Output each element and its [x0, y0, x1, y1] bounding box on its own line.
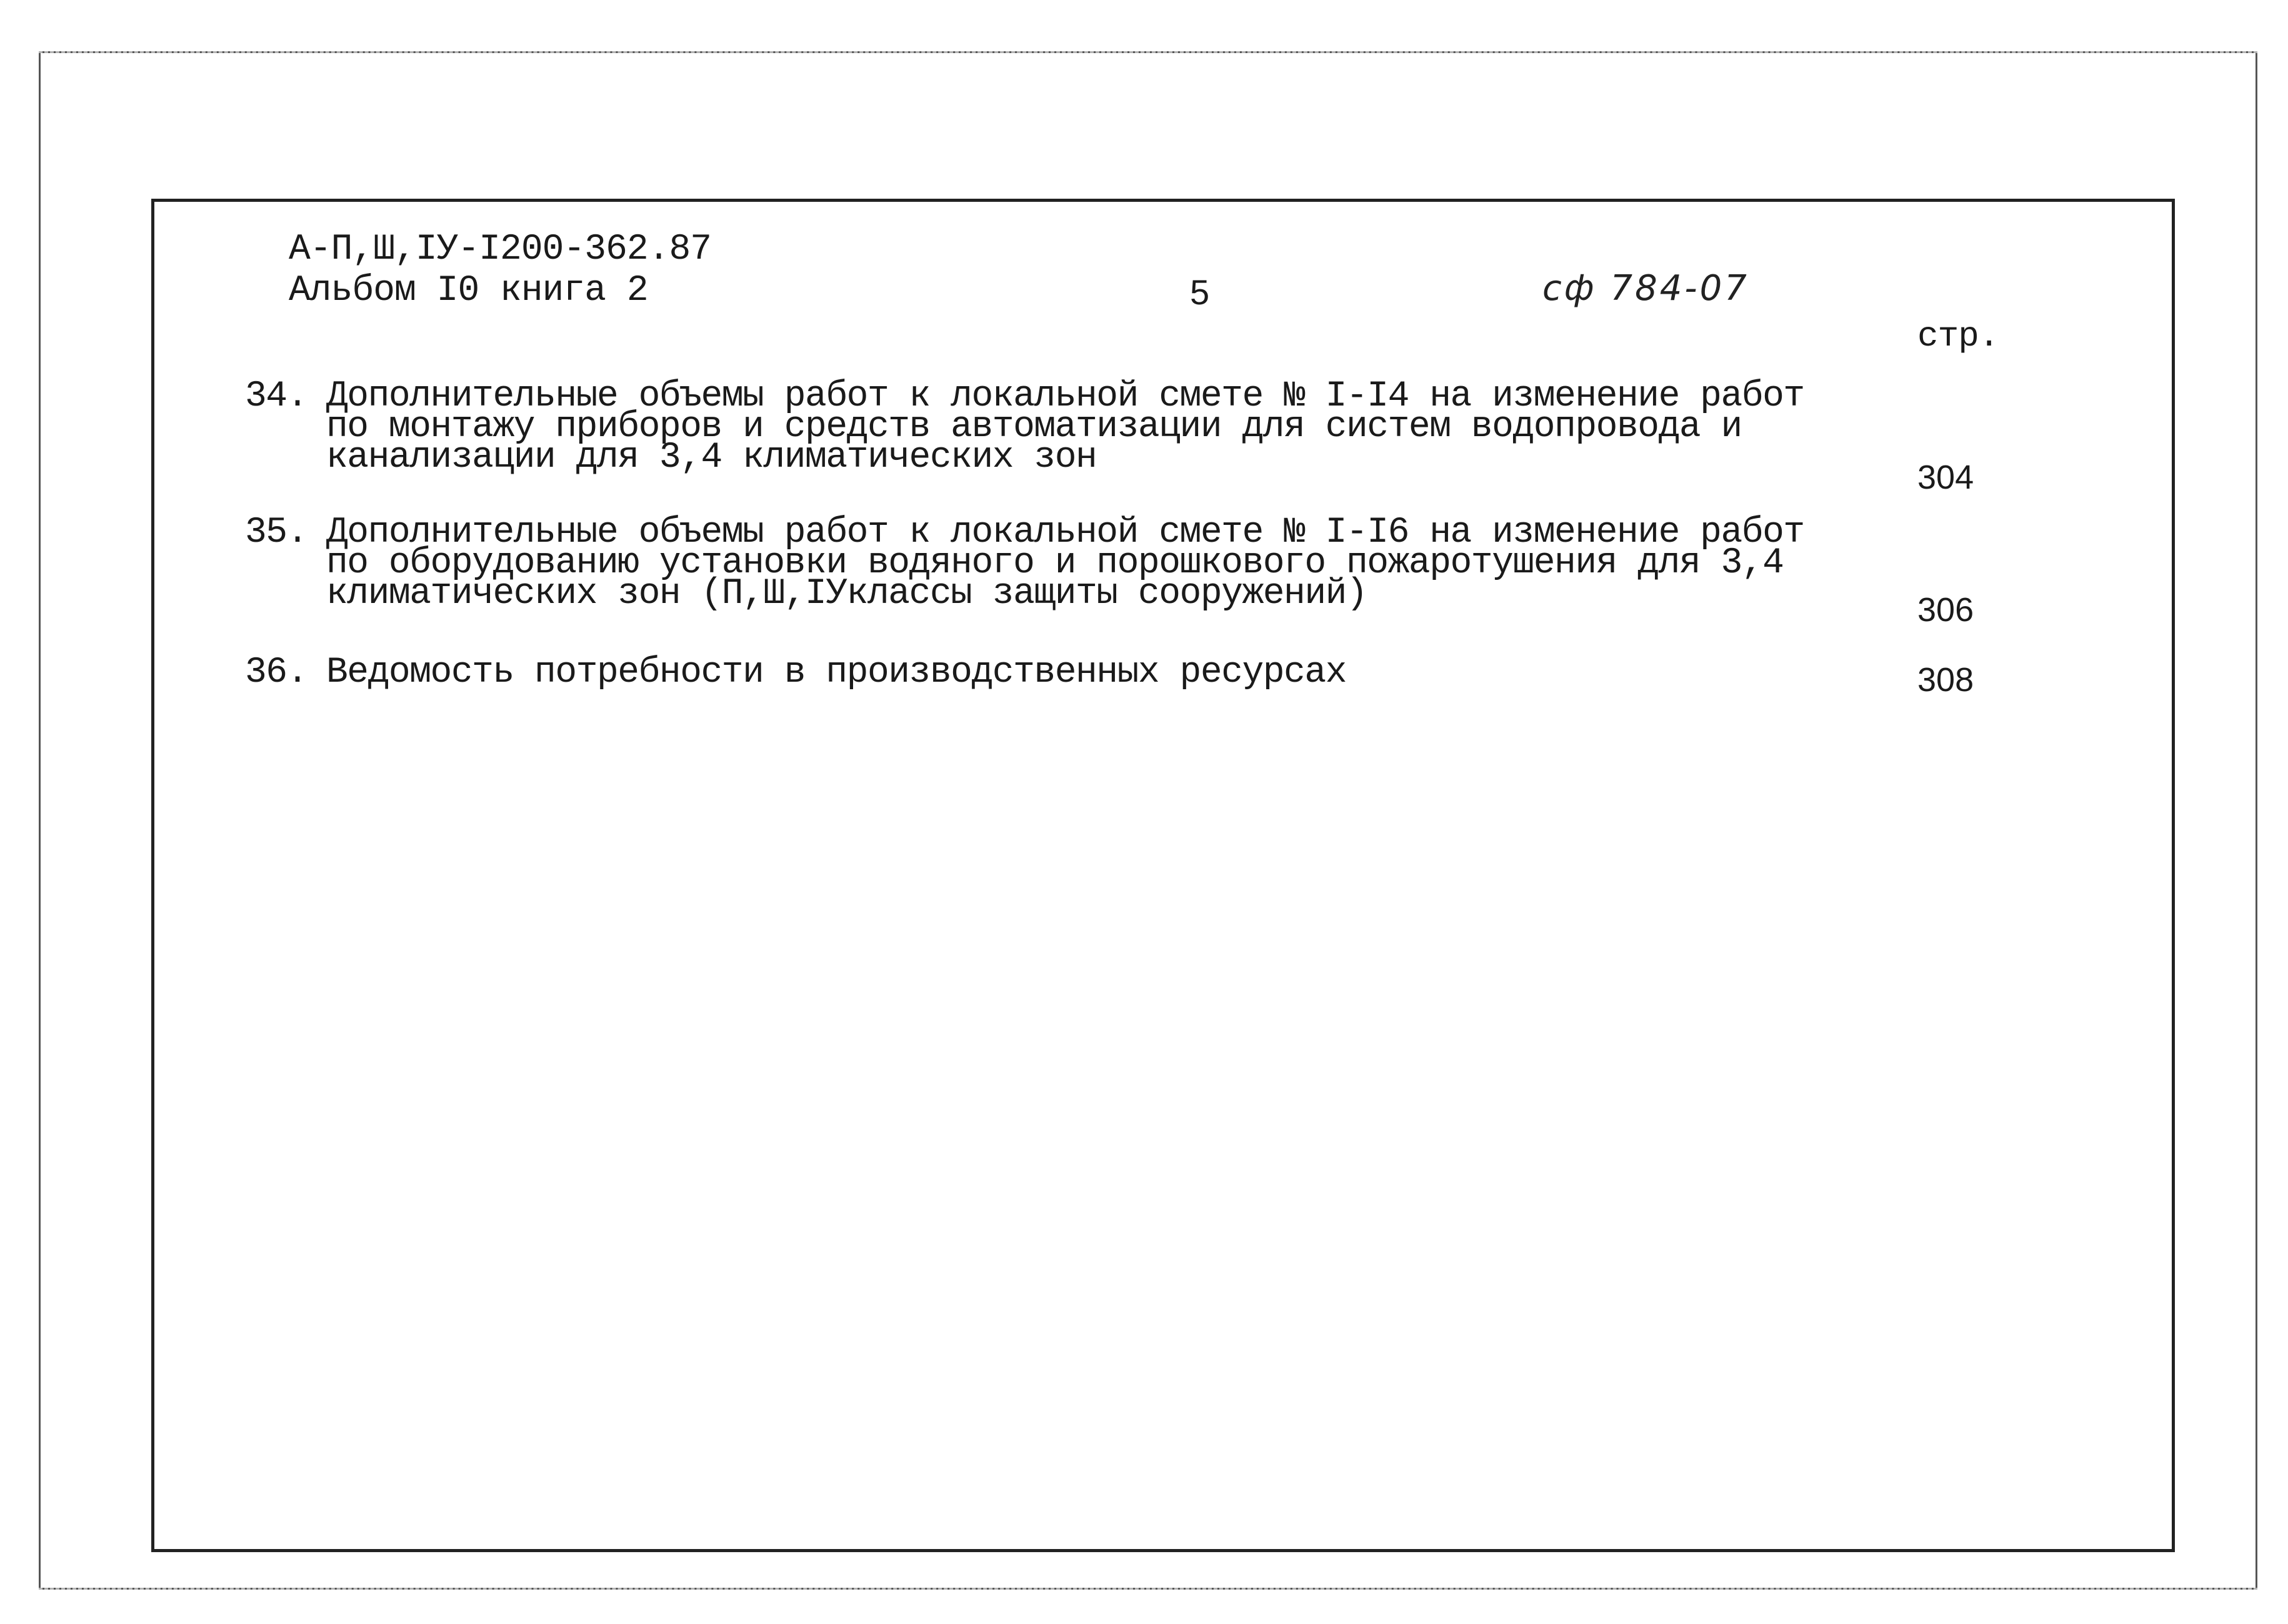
- entry-page-ref-36: 308: [1917, 661, 1974, 699]
- entry-page-ref-34: 304: [1917, 459, 1974, 496]
- entry-text-line: Дополнительные объемы работ к локальной смете № I-I4 на изменение работ: [326, 376, 1804, 417]
- album-book-label: Альбом I0 книга 2: [289, 271, 648, 311]
- page-number: 5: [1190, 272, 1209, 312]
- entry-number: 36.: [245, 652, 307, 693]
- document-code: А-П,Ш,IУ-I200-362.87: [289, 229, 712, 270]
- handwritten-stamp: сф 784-07: [1542, 268, 1749, 309]
- entry-number: 35.: [245, 512, 307, 553]
- toc-entry-36: [245, 652, 1346, 693]
- entry-text-line: по монтажу приборов и средств автоматизации для систем водопровода и: [326, 407, 1742, 447]
- entry-text-line: Дополнительные объемы работ к локальной смете № I-I6 на изменение работ: [326, 512, 1804, 553]
- entry-text-line: по оборудованию установки водяного и порошкового пожаротушения для 3,4: [326, 543, 1784, 584]
- entry-text-line: Ведомость потребности в производственных ресурсах: [326, 652, 1346, 693]
- entry-page-ref-35: 306: [1917, 591, 1974, 629]
- toc-entry-35: [245, 512, 1804, 614]
- entry-text-line: канализации для 3,4 климатических зон: [326, 437, 1097, 478]
- page-column-header: стр.: [1917, 316, 1999, 356]
- toc-entry-34: [245, 376, 1804, 478]
- entry-text-line: климатических зон (П,Ш,IУклассы защиты сооружений): [326, 574, 1367, 614]
- entry-number: 34.: [245, 376, 307, 417]
